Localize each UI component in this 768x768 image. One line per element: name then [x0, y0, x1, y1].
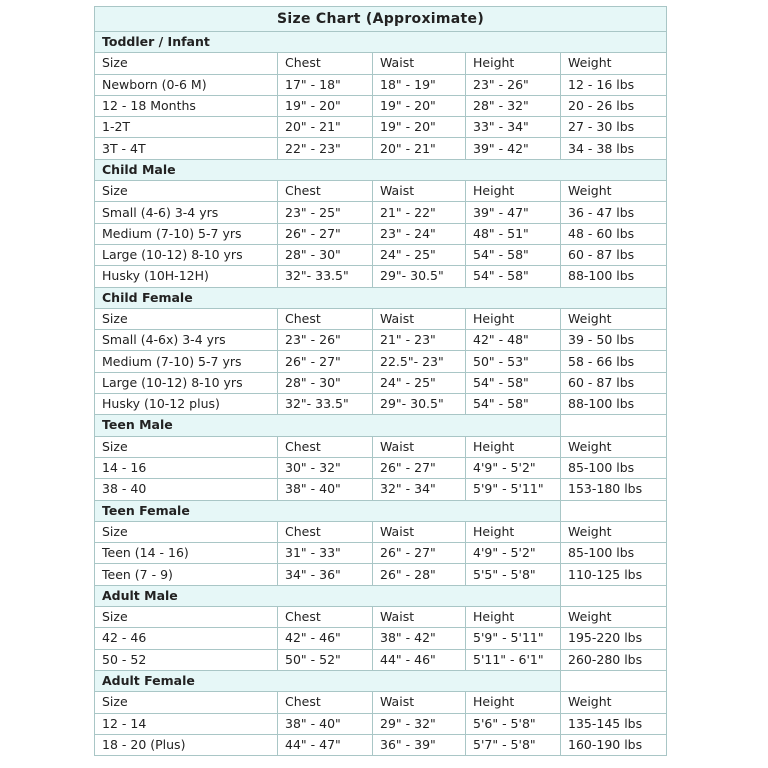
column-header-height: Height	[466, 53, 561, 74]
column-header-size: Size	[95, 53, 278, 74]
column-header-row	[95, 692, 667, 713]
column-header-weight: Weight	[561, 181, 667, 202]
column-header-weight: Weight	[561, 53, 667, 74]
section-title: Adult Female	[95, 670, 561, 691]
table-row	[95, 713, 667, 734]
cell-weight: 85-100 lbs	[561, 457, 667, 478]
cell-waist: 24" - 25"	[373, 372, 466, 393]
cell-size: 1-2T	[95, 117, 278, 138]
cell-waist: 24" - 25"	[373, 244, 466, 265]
column-header-weight: Weight	[561, 692, 667, 713]
cell-height: 4'9" - 5'2"	[466, 457, 561, 478]
cell-size: 50 - 52	[95, 649, 278, 670]
column-header-row	[95, 53, 667, 74]
cell-chest: 38" - 40"	[278, 713, 373, 734]
cell-height: 5'7" - 5'8"	[466, 734, 561, 755]
cell-size: 38 - 40	[95, 479, 278, 500]
section-header-teen-female	[95, 500, 667, 521]
cell-size: Teen (7 - 9)	[95, 564, 278, 585]
column-header-size: Size	[95, 308, 278, 329]
cell-height: 39" - 47"	[466, 202, 561, 223]
column-header-height: Height	[466, 181, 561, 202]
column-header-chest: Chest	[278, 521, 373, 542]
column-header-waist: Waist	[373, 436, 466, 457]
cell-waist: 38" - 42"	[373, 628, 466, 649]
table-row	[95, 244, 667, 265]
table-row	[95, 628, 667, 649]
cell-chest: 34" - 36"	[278, 564, 373, 585]
column-header-height: Height	[466, 692, 561, 713]
cell-waist: 21" - 23"	[373, 330, 466, 351]
cell-chest: 50" - 52"	[278, 649, 373, 670]
column-header-row	[95, 607, 667, 628]
table-row	[95, 202, 667, 223]
cell-weight: 27 - 30 lbs	[561, 117, 667, 138]
column-header-weight: Weight	[561, 308, 667, 329]
cell-chest: 28" - 30"	[278, 244, 373, 265]
table-row	[95, 117, 667, 138]
section-header-adult-female	[95, 670, 667, 691]
column-header-waist: Waist	[373, 308, 466, 329]
column-header-weight: Weight	[561, 607, 667, 628]
table-row	[95, 479, 667, 500]
table-row	[95, 266, 667, 287]
cell-height: 54" - 58"	[466, 372, 561, 393]
column-header-chest: Chest	[278, 436, 373, 457]
cell-height: 28" - 32"	[466, 95, 561, 116]
section-title: Child Male	[95, 159, 667, 180]
cell-size: Teen (14 - 16)	[95, 543, 278, 564]
cell-weight: 195-220 lbs	[561, 628, 667, 649]
cell-chest: 19" - 20"	[278, 95, 373, 116]
cell-chest: 42" - 46"	[278, 628, 373, 649]
cell-waist: 19" - 20"	[373, 95, 466, 116]
cell-height: 50" - 53"	[466, 351, 561, 372]
cell-waist: 18" - 19"	[373, 74, 466, 95]
cell-chest: 44" - 47"	[278, 734, 373, 755]
cell-size: Husky (10H-12H)	[95, 266, 278, 287]
cell-waist: 29" - 32"	[373, 713, 466, 734]
cell-waist: 22.5"- 23"	[373, 351, 466, 372]
section-title: Teen Male	[95, 415, 561, 436]
cell-size: Large (10-12) 8-10 yrs	[95, 372, 278, 393]
cell-weight: 85-100 lbs	[561, 543, 667, 564]
size-chart-table	[94, 6, 667, 756]
column-header-chest: Chest	[278, 692, 373, 713]
column-header-height: Height	[466, 308, 561, 329]
column-header-chest: Chest	[278, 53, 373, 74]
cell-waist: 19" - 20"	[373, 117, 466, 138]
section-header-child-male	[95, 159, 667, 180]
cell-weight: 58 - 66 lbs	[561, 351, 667, 372]
cell-waist: 20" - 21"	[373, 138, 466, 159]
cell-size: 12 - 14	[95, 713, 278, 734]
cell-size: 12 - 18 Months	[95, 95, 278, 116]
cell-height: 54" - 58"	[466, 266, 561, 287]
cell-size: Medium (7-10) 5-7 yrs	[95, 351, 278, 372]
section-header-blank	[561, 415, 667, 436]
table-row	[95, 564, 667, 585]
column-header-height: Height	[466, 436, 561, 457]
cell-chest: 30" - 32"	[278, 457, 373, 478]
section-header-child-female	[95, 287, 667, 308]
cell-size: 3T - 4T	[95, 138, 278, 159]
cell-size: Small (4-6x) 3-4 yrs	[95, 330, 278, 351]
column-header-row	[95, 181, 667, 202]
cell-weight: 260-280 lbs	[561, 649, 667, 670]
column-header-waist: Waist	[373, 521, 466, 542]
cell-chest: 22" - 23"	[278, 138, 373, 159]
section-header-blank	[561, 500, 667, 521]
column-header-size: Size	[95, 692, 278, 713]
column-header-waist: Waist	[373, 181, 466, 202]
cell-weight: 34 - 38 lbs	[561, 138, 667, 159]
cell-weight: 20 - 26 lbs	[561, 95, 667, 116]
table-row	[95, 457, 667, 478]
cell-chest: 26" - 27"	[278, 223, 373, 244]
table-row	[95, 543, 667, 564]
table-row	[95, 394, 667, 415]
column-header-size: Size	[95, 521, 278, 542]
cell-weight: 110-125 lbs	[561, 564, 667, 585]
cell-chest: 28" - 30"	[278, 372, 373, 393]
column-header-waist: Waist	[373, 607, 466, 628]
table-row	[95, 95, 667, 116]
cell-chest: 32"- 33.5"	[278, 266, 373, 287]
cell-height: 5'9" - 5'11"	[466, 628, 561, 649]
cell-weight: 135-145 lbs	[561, 713, 667, 734]
title-row	[95, 7, 667, 32]
cell-chest: 31" - 33"	[278, 543, 373, 564]
cell-size: 18 - 20 (Plus)	[95, 734, 278, 755]
column-header-size: Size	[95, 181, 278, 202]
section-title: Adult Male	[95, 585, 561, 606]
column-header-chest: Chest	[278, 181, 373, 202]
cell-height: 39" - 42"	[466, 138, 561, 159]
cell-weight: 60 - 87 lbs	[561, 372, 667, 393]
cell-height: 54" - 58"	[466, 244, 561, 265]
cell-size: 42 - 46	[95, 628, 278, 649]
column-header-height: Height	[466, 607, 561, 628]
chart-title: Size Chart (Approximate)	[95, 7, 667, 32]
cell-weight: 88-100 lbs	[561, 394, 667, 415]
cell-chest: 23" - 25"	[278, 202, 373, 223]
column-header-chest: Chest	[278, 607, 373, 628]
cell-height: 4'9" - 5'2"	[466, 543, 561, 564]
cell-waist: 21" - 22"	[373, 202, 466, 223]
cell-weight: 39 - 50 lbs	[561, 330, 667, 351]
cell-size: 14 - 16	[95, 457, 278, 478]
cell-weight: 160-190 lbs	[561, 734, 667, 755]
table-row	[95, 351, 667, 372]
section-header-toddler-infant	[95, 32, 667, 53]
column-header-waist: Waist	[373, 53, 466, 74]
cell-height: 42" - 48"	[466, 330, 561, 351]
cell-height: 5'9" - 5'11"	[466, 479, 561, 500]
table-row	[95, 330, 667, 351]
table-row	[95, 138, 667, 159]
cell-weight: 60 - 87 lbs	[561, 244, 667, 265]
cell-chest: 26" - 27"	[278, 351, 373, 372]
column-header-weight: Weight	[561, 436, 667, 457]
column-header-weight: Weight	[561, 521, 667, 542]
cell-height: 54" - 58"	[466, 394, 561, 415]
cell-waist: 32" - 34"	[373, 479, 466, 500]
column-header-waist: Waist	[373, 692, 466, 713]
cell-chest: 38" - 40"	[278, 479, 373, 500]
table-row	[95, 734, 667, 755]
cell-waist: 26" - 27"	[373, 543, 466, 564]
column-header-row	[95, 436, 667, 457]
cell-height: 33" - 34"	[466, 117, 561, 138]
cell-waist: 23" - 24"	[373, 223, 466, 244]
table-row	[95, 649, 667, 670]
cell-chest: 32"- 33.5"	[278, 394, 373, 415]
cell-size: Medium (7-10) 5-7 yrs	[95, 223, 278, 244]
table-row	[95, 223, 667, 244]
cell-chest: 20" - 21"	[278, 117, 373, 138]
cell-weight: 48 - 60 lbs	[561, 223, 667, 244]
section-title: Toddler / Infant	[95, 32, 667, 53]
cell-size: Small (4-6) 3-4 yrs	[95, 202, 278, 223]
cell-chest: 23" - 26"	[278, 330, 373, 351]
cell-height: 5'5" - 5'8"	[466, 564, 561, 585]
cell-height: 23" - 26"	[466, 74, 561, 95]
cell-weight: 88-100 lbs	[561, 266, 667, 287]
column-header-height: Height	[466, 521, 561, 542]
column-header-chest: Chest	[278, 308, 373, 329]
column-header-row	[95, 521, 667, 542]
section-header-teen-male	[95, 415, 667, 436]
cell-size: Newborn (0-6 M)	[95, 74, 278, 95]
cell-height: 5'11" - 6'1"	[466, 649, 561, 670]
column-header-size: Size	[95, 436, 278, 457]
column-header-row	[95, 308, 667, 329]
cell-size: Large (10-12) 8-10 yrs	[95, 244, 278, 265]
section-header-adult-male	[95, 585, 667, 606]
section-title: Child Female	[95, 287, 667, 308]
cell-height: 48" - 51"	[466, 223, 561, 244]
cell-waist: 29"- 30.5"	[373, 394, 466, 415]
column-header-size: Size	[95, 607, 278, 628]
cell-chest: 17" - 18"	[278, 74, 373, 95]
cell-waist: 44" - 46"	[373, 649, 466, 670]
section-header-blank	[561, 585, 667, 606]
section-header-blank	[561, 670, 667, 691]
table-row	[95, 372, 667, 393]
section-title: Teen Female	[95, 500, 561, 521]
cell-height: 5'6" - 5'8"	[466, 713, 561, 734]
cell-waist: 36" - 39"	[373, 734, 466, 755]
cell-weight: 153-180 lbs	[561, 479, 667, 500]
cell-waist: 26" - 28"	[373, 564, 466, 585]
cell-waist: 26" - 27"	[373, 457, 466, 478]
cell-size: Husky (10-12 plus)	[95, 394, 278, 415]
cell-weight: 36 - 47 lbs	[561, 202, 667, 223]
table-row	[95, 74, 667, 95]
cell-waist: 29"- 30.5"	[373, 266, 466, 287]
cell-weight: 12 - 16 lbs	[561, 74, 667, 95]
